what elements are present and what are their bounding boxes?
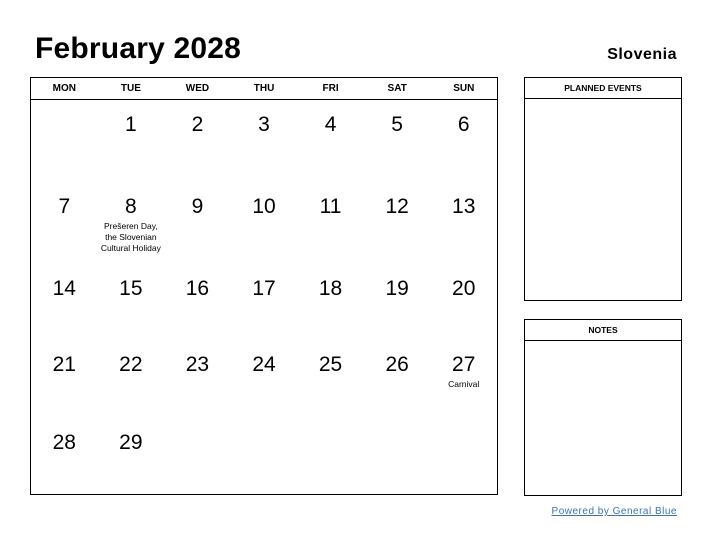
day-number: 22 bbox=[119, 353, 143, 376]
page-title: February 2028 bbox=[35, 32, 242, 65]
day-cell bbox=[98, 99, 165, 181]
day-cell bbox=[31, 417, 98, 496]
day-cell bbox=[430, 99, 497, 181]
day-cell bbox=[297, 181, 364, 263]
day-cell bbox=[364, 99, 431, 181]
day-number: 2 bbox=[191, 113, 204, 136]
day-number: 12 bbox=[385, 195, 409, 218]
day-number: 13 bbox=[452, 195, 476, 218]
day-cell bbox=[430, 417, 497, 496]
day-number: 21 bbox=[52, 353, 76, 376]
day-number: 23 bbox=[185, 353, 210, 376]
day-number: 10 bbox=[252, 195, 276, 218]
day-number: 9 bbox=[191, 195, 204, 218]
day-number: 15 bbox=[119, 277, 143, 300]
notes-heading: NOTES bbox=[525, 320, 681, 341]
day-number: 3 bbox=[258, 113, 270, 136]
day-cell bbox=[297, 263, 364, 339]
day-cell bbox=[164, 263, 231, 339]
day-number: 28 bbox=[52, 431, 76, 454]
country-label: Slovenia bbox=[607, 46, 677, 63]
day-cell bbox=[364, 339, 431, 417]
day-cell bbox=[231, 181, 298, 263]
day-cell bbox=[364, 181, 431, 263]
day-number: 7 bbox=[58, 195, 71, 218]
weekday-sun: SUN bbox=[453, 83, 475, 94]
powered-by-link[interactable]: Powered by General Blue bbox=[551, 506, 677, 517]
day-number: 27 bbox=[452, 353, 476, 376]
weekday-thu: THU bbox=[253, 83, 275, 94]
day-cell bbox=[31, 181, 98, 263]
planned-events-panel bbox=[524, 77, 682, 301]
notes-panel bbox=[524, 319, 682, 496]
day-number: 8 bbox=[125, 195, 137, 218]
day-number: 6 bbox=[457, 113, 470, 136]
day-number: 24 bbox=[252, 353, 276, 376]
day-cell bbox=[164, 99, 231, 181]
day-number: 4 bbox=[324, 113, 337, 136]
day-cell bbox=[364, 263, 431, 339]
weekday-mon: MON bbox=[52, 83, 76, 94]
day-cell bbox=[98, 181, 165, 263]
weekday-fri: FRI bbox=[322, 83, 339, 94]
day-number: 11 bbox=[319, 195, 342, 218]
day-cell bbox=[231, 417, 298, 496]
day-number: 25 bbox=[318, 353, 343, 376]
day-cell bbox=[297, 339, 364, 417]
weekday-wed: WED bbox=[185, 83, 210, 94]
day-cell bbox=[98, 417, 165, 496]
day-cell bbox=[364, 417, 431, 496]
day-number: 18 bbox=[318, 277, 343, 300]
day-cell bbox=[430, 339, 497, 417]
day-number: 29 bbox=[119, 431, 143, 454]
holiday-label: Carnival bbox=[448, 379, 480, 389]
day-cell bbox=[31, 99, 98, 181]
holiday-label: Prešeren Day, the Slovenian Cultural Holiday bbox=[100, 221, 161, 253]
day-number: 16 bbox=[185, 277, 210, 300]
day-number: 1 bbox=[125, 113, 137, 136]
day-cell bbox=[297, 417, 364, 496]
day-cell bbox=[231, 263, 298, 339]
day-number: 5 bbox=[391, 113, 403, 136]
day-number: 17 bbox=[252, 277, 276, 300]
day-cell bbox=[164, 181, 231, 263]
day-number: 14 bbox=[52, 277, 76, 300]
day-number: 19 bbox=[385, 277, 409, 300]
day-cell bbox=[297, 99, 364, 181]
day-cell bbox=[98, 339, 165, 417]
day-cell bbox=[98, 263, 165, 339]
day-cell bbox=[164, 339, 231, 417]
weekday-sat: SAT bbox=[387, 83, 407, 94]
weekday-tue: TUE bbox=[120, 83, 141, 94]
day-cell bbox=[31, 339, 98, 417]
day-number: 26 bbox=[385, 353, 409, 376]
day-number: 20 bbox=[452, 277, 476, 300]
weekday-header-row bbox=[31, 78, 497, 100]
day-cell bbox=[430, 181, 497, 263]
calendar-grid bbox=[30, 77, 498, 495]
calendar-body bbox=[31, 99, 497, 494]
day-cell bbox=[164, 417, 231, 496]
day-cell bbox=[231, 339, 298, 417]
day-cell bbox=[31, 263, 98, 339]
day-cell bbox=[231, 99, 298, 181]
day-cell bbox=[430, 263, 497, 339]
planned-events-heading: PLANNED EVENTS bbox=[525, 78, 681, 99]
